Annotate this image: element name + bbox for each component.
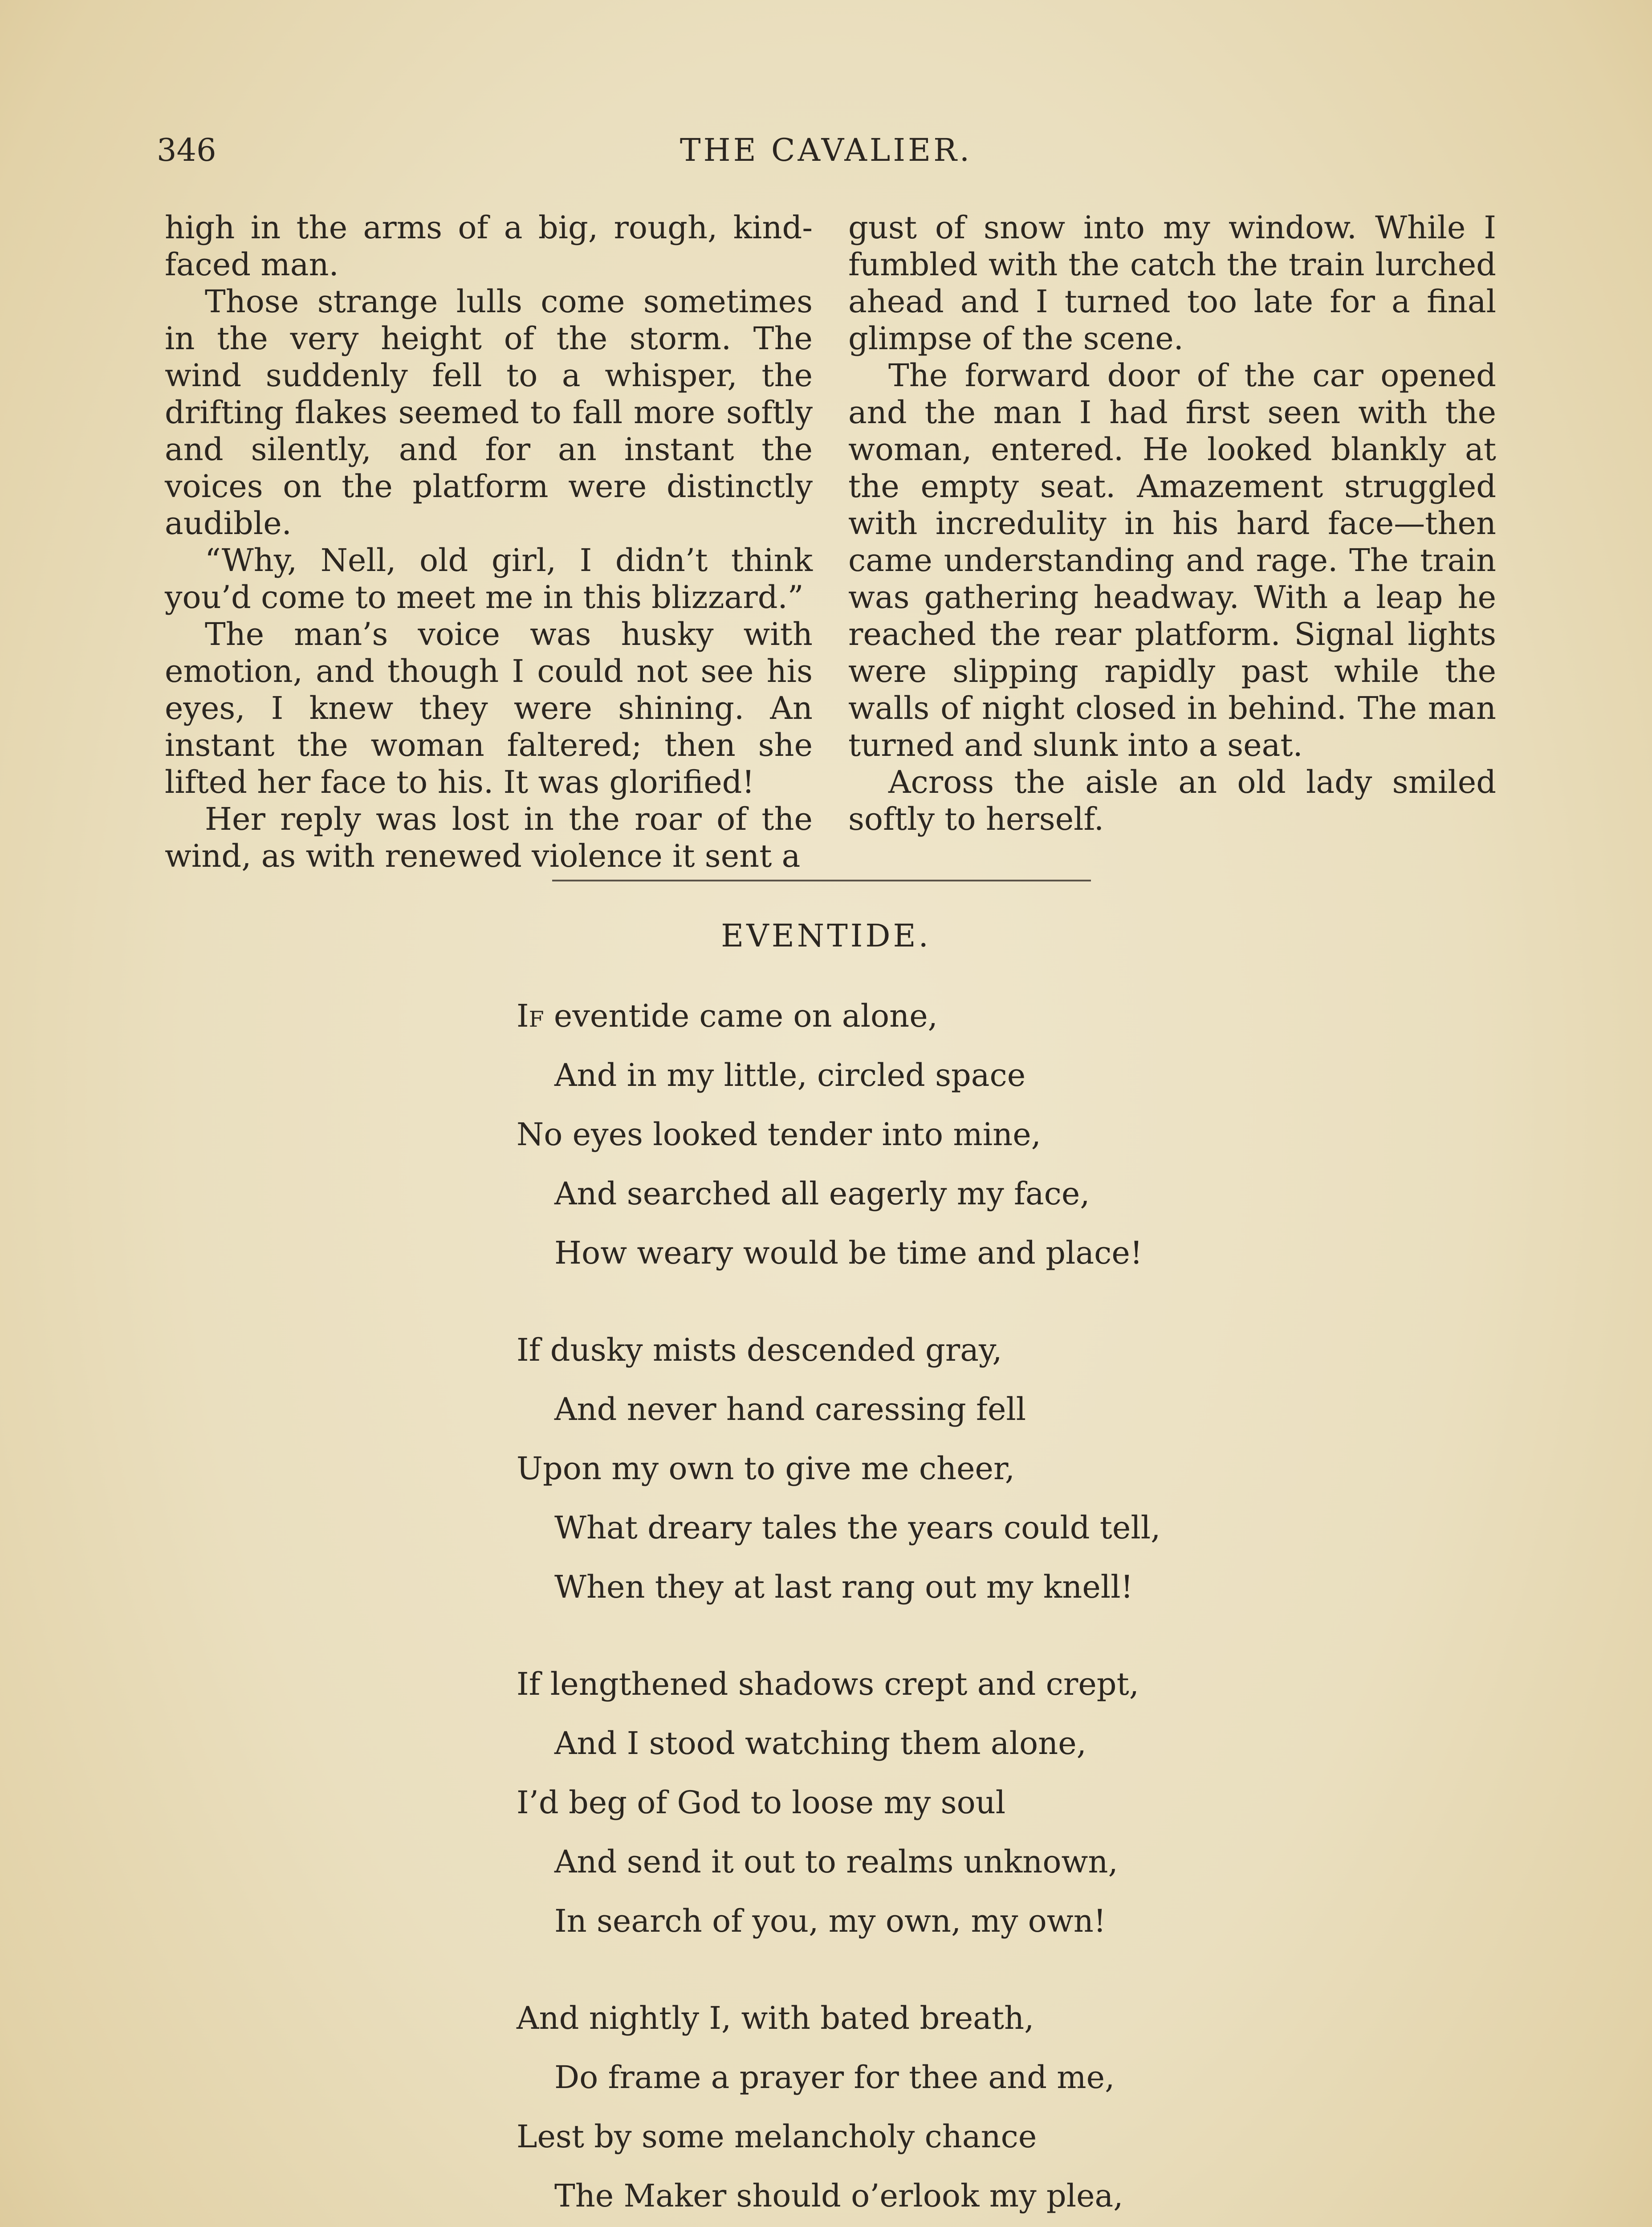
poem-line: Do frame a prayer for thee and me, [554,2059,1115,2096]
poem-line: Upon my own to give me cheer, [517,1450,1015,1487]
section-divider [552,880,1091,881]
paragraph: high in the arms of a big, rough, kind-faced man. [165,209,813,283]
paragraph: Across the aisle an old lady smiled softly to herself. [848,764,1496,837]
paragraph: The forward door of the car opened and the man I had first seen with the woman, entered. He looked blankly at the empty seat. Amazement struggled with incredulity in his hard face—then came understanding and rage. The train was gathering headway. With a leap he reached the rear platform. Signal lights were slipping rapidly past while the walls of night closed in behind. The man turned and slunk into a seat. [848,357,1496,763]
stanza [517,1655,1160,1951]
poem-line: And send it out to realms unknown, [554,1844,1118,1880]
poem-line: And in my little, circled space [554,1057,1026,1093]
story-column-left [165,209,813,875]
poem-line [517,987,1160,1046]
stanza [517,1321,1160,1617]
poem-line-text: eventide came on alone, [553,998,938,1034]
poem-line: The Maker should o’erlook my plea, [554,2178,1123,2214]
paragraph: Her reply was lost in the roar of the wind, as with renewed violence it sent a [165,801,813,874]
poem-line: And searched all eagerly my face, [554,1175,1090,1212]
paragraph: gust of snow into my window. While I fumbled with the catch the train lurched ahead and I turned too late for a final glimpse of the scene. [848,209,1496,357]
paragraph: The man’s voice was husky with emotion, and though I could not see his eyes, I knew they were shining. An instant the woman faltered; then she lifted her face to his. It was glorified! [165,616,813,800]
poem [517,987,1160,2227]
poem-line: I’d beg of God to loose my soul [517,1784,1006,1821]
story-columns [165,209,1496,875]
poem-title: EVENTIDE. [721,918,931,954]
poem-line: When they at last rang out my knell! [554,1569,1133,1605]
stanza [517,1989,1160,2227]
poem-line: In search of you, my own, my own! [554,1903,1106,1939]
poem-line: No eyes looked tender into mine, [517,1116,1041,1153]
small-caps-word: If [517,998,544,1034]
poem-line: If dusky mists descended gray, [517,1332,1002,1368]
running-head: THE CAVALIER. [680,132,972,168]
story-column-right [848,209,1496,875]
poem-line: If lengthened shadows crept and crept, [517,1666,1139,1702]
poem-line: And never hand caressing fell [554,1391,1026,1428]
poem-line: And I stood watching them alone, [554,1725,1086,1762]
poem-line: How weary would be time and place! [554,1235,1143,1271]
paragraph: “Why, Nell, old girl, I didn’t think you’d come to meet me in this blizzard.” [165,542,813,616]
paragraph: Those strange lulls come sometimes in the very height of the storm. The wind suddenly fell to a whisper, the drifting flakes seemed to fall more softly and silently, and for an instant the voices on the platform were distinctly audible. [165,283,813,542]
poem-line: And nightly I, with bated breath, [517,2000,1034,2036]
poem-line: Lest by some melancholy chance [517,2118,1037,2155]
page-number: 346 [157,132,216,168]
poem-line: What dreary tales the years could tell, [554,1509,1161,1546]
stanza [517,987,1160,1283]
